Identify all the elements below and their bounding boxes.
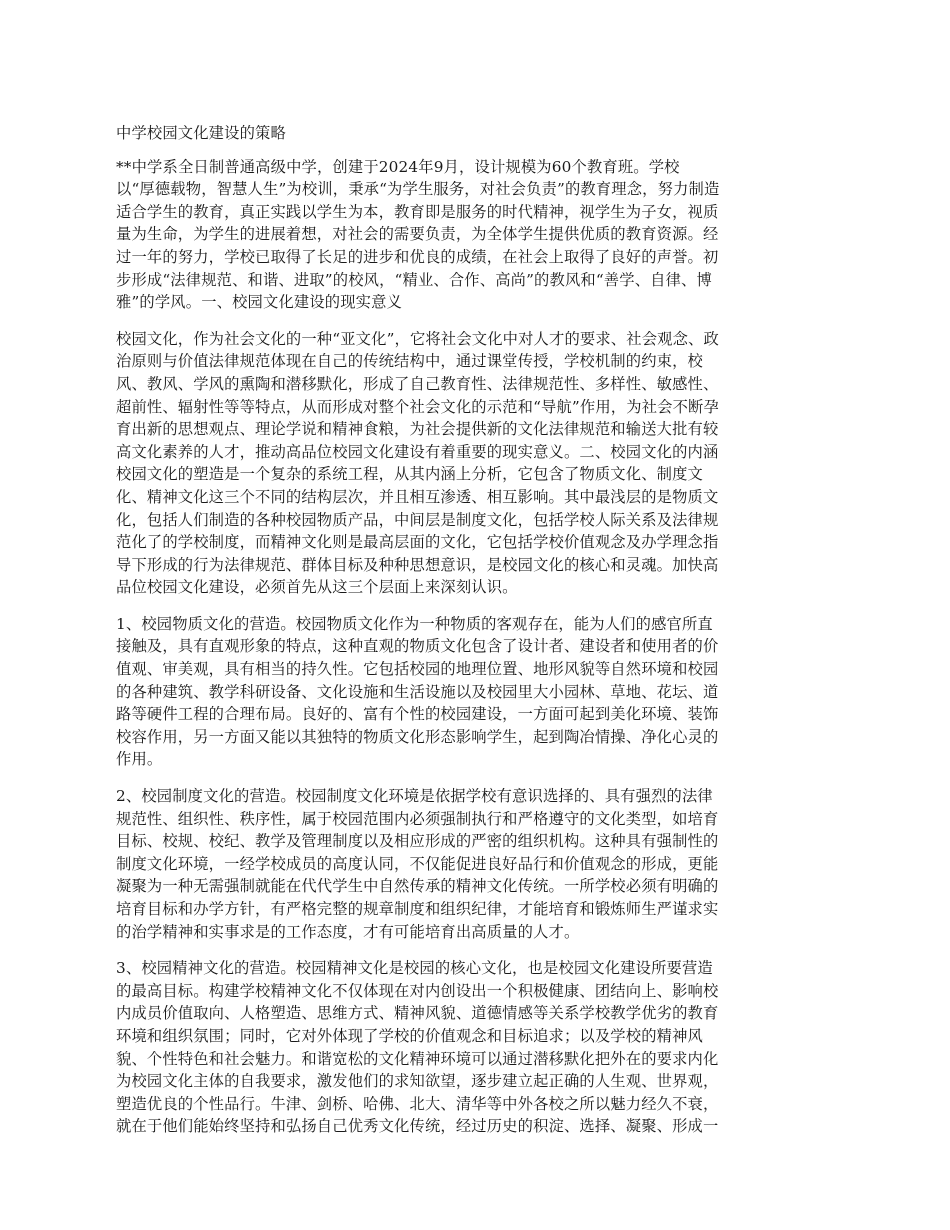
paragraph-intro: **中学系全日制普通高级中学，创建于2024年9月，设计规模为60个教育班。学校 以“厚德载物，智慧人生”为校训，秉承“为学生服务，对社会负责”的教育理念，努力制造 适合学生的教育，真正实践以学生为本，教育即是服务的时代精神，视学生为子女，视质 量为生命，为学生的进展着想，对社会的需要负责，为全体学生提供优质的教育资源。经 过一年的努力，学校已取得了长足的进步和优良的成绩，在社会上取得了良好的声誉。初 步形成“法律规范、和谐、进取”的校风，“精业、合作、高尚”的教风和“善学、自律、博 雅”的学风。一、校园文化建设的现实意义 — [116, 157, 720, 312]
paragraph-institutional-culture: 2、校园制度文化的营造。校园制度文化环境是依据学校有意识选择的、具有强烈的法律 规范性、组织性、秩序性，属于校园范围内必须强制执行和严格遵守的文化类型，如培育 目标、校规、校纪、教学及管理制度以及相应形成的严密的组织机构。这种具有强制性的 制度文化环境，一经学校成员的高度认同，不仅能促进良好品行和价值观念的形成，更能 凝聚为一种无需强制就能在代代学生中自然传承的精神文化传统。一所学校必须有明确的 培育目标和办学方针，有严格完整的规章制度和组织纪律，才能培育和锻炼师生严谨求实 的治学精神和实事求是的工作态度，才有可能培育出高质量的人才。 — [116, 787, 719, 941]
paragraph-campus-culture-meaning: 校园文化，作为社会文化的一种“亚文化”，它将社会文化中对人才的要求、社会观念、政 治原则与价值法律规范体现在自己的传统结构中，通过课堂传授，学校机制的约束，校 风、教风、学风的熏陶和潜移默化，形成了自己教育性、法律规范性、多样性、敏感性、 超前性、辐射性等等特点，从而形成对整个社会文化的示范和“导航”作用，为社会不断孕 育出新的思想观点、理论学说和精神食粮，为社会提供新的文化法律规范和输送大批有较 高文化素养的人才，推动高品位校园文化建设有着重要的现实意义。二、校园文化的内涵 校园文化的塑造是一个复杂的系统工程，从其内涵上分析，它包含了物质文化、制度文 化、精神文化这三个不同的结构层次，并且相互渗透、相互影响。其中最浅层的是物质文 化，包括人们制造的各种校园物质产品，中间层是制度文化，包括学校人际关系及法律规 范化了的学校制度，而精神文化则是最高层面的文化，它包括学校价值观念及办学理念指 导下形成的行为法律规范、群体目标及种种思想意识，是校园文化的核心和灵魂。加快高 品位校园文化建设，必须首先从这三个层面上来深刻认识。 — [116, 329, 719, 597]
document-title: 中学校园文化建设的策略 — [116, 124, 286, 142]
document-page — [116, 122, 842, 1152]
paragraph-spiritual-culture: 3、校园精神文化的营造。校园精神文化是校园的核心文化，也是校园文化建设所要营造 的最高目标。构建学校精神文化不仅体现在对内创设出一个积极健康、团结向上、影响校 内成员价值取向、人格塑造、思维方式、精神风貌、道德情感等关系学校教学优劣的教育 环境和组织氛围；同时，它对外体现了学校的价值观念和目标追求；以及学校的精神风 貌、个性特色和社会魅力。和谐宽松的文化精神环境可以通过潜移默化把外在的要求内化 为校园文化主体的自我要求，激发他们的求知欲望，逐步建立起正确的人生观、世界观， 塑造优良的个性品行。牛津、剑桥、哈佛、北大、清华等中外各校之所以魅力经久不衰， 就在于他们能始终坚持和弘扬自己优秀文化传统，经过历史的积淀、选择、凝聚、形成一 — [116, 959, 719, 1136]
paragraph-material-culture: 1、校园物质文化的营造。校园物质文化作为一种物质的客观存在，能为人们的感官所直 接触及，具有直观形象的特点，这种直观的物质文化包含了设计者、建设者和使用者的价 值观、审美观，具有相当的持久性。它包括校园的地理位置、地形风貌等自然环境和校园 的各种建筑、教学科研设备、文化设施和生活设施以及校园里大小园林、草地、花坛、道 路等硬件工程的合理布局。良好的、富有个性的校园建设，一方面可起到美化环境、装饰 校容作用，另一方面又能以其独特的物质文化形态影响学生，起到陶冶情操、净化心灵的 作用。 — [116, 614, 719, 769]
